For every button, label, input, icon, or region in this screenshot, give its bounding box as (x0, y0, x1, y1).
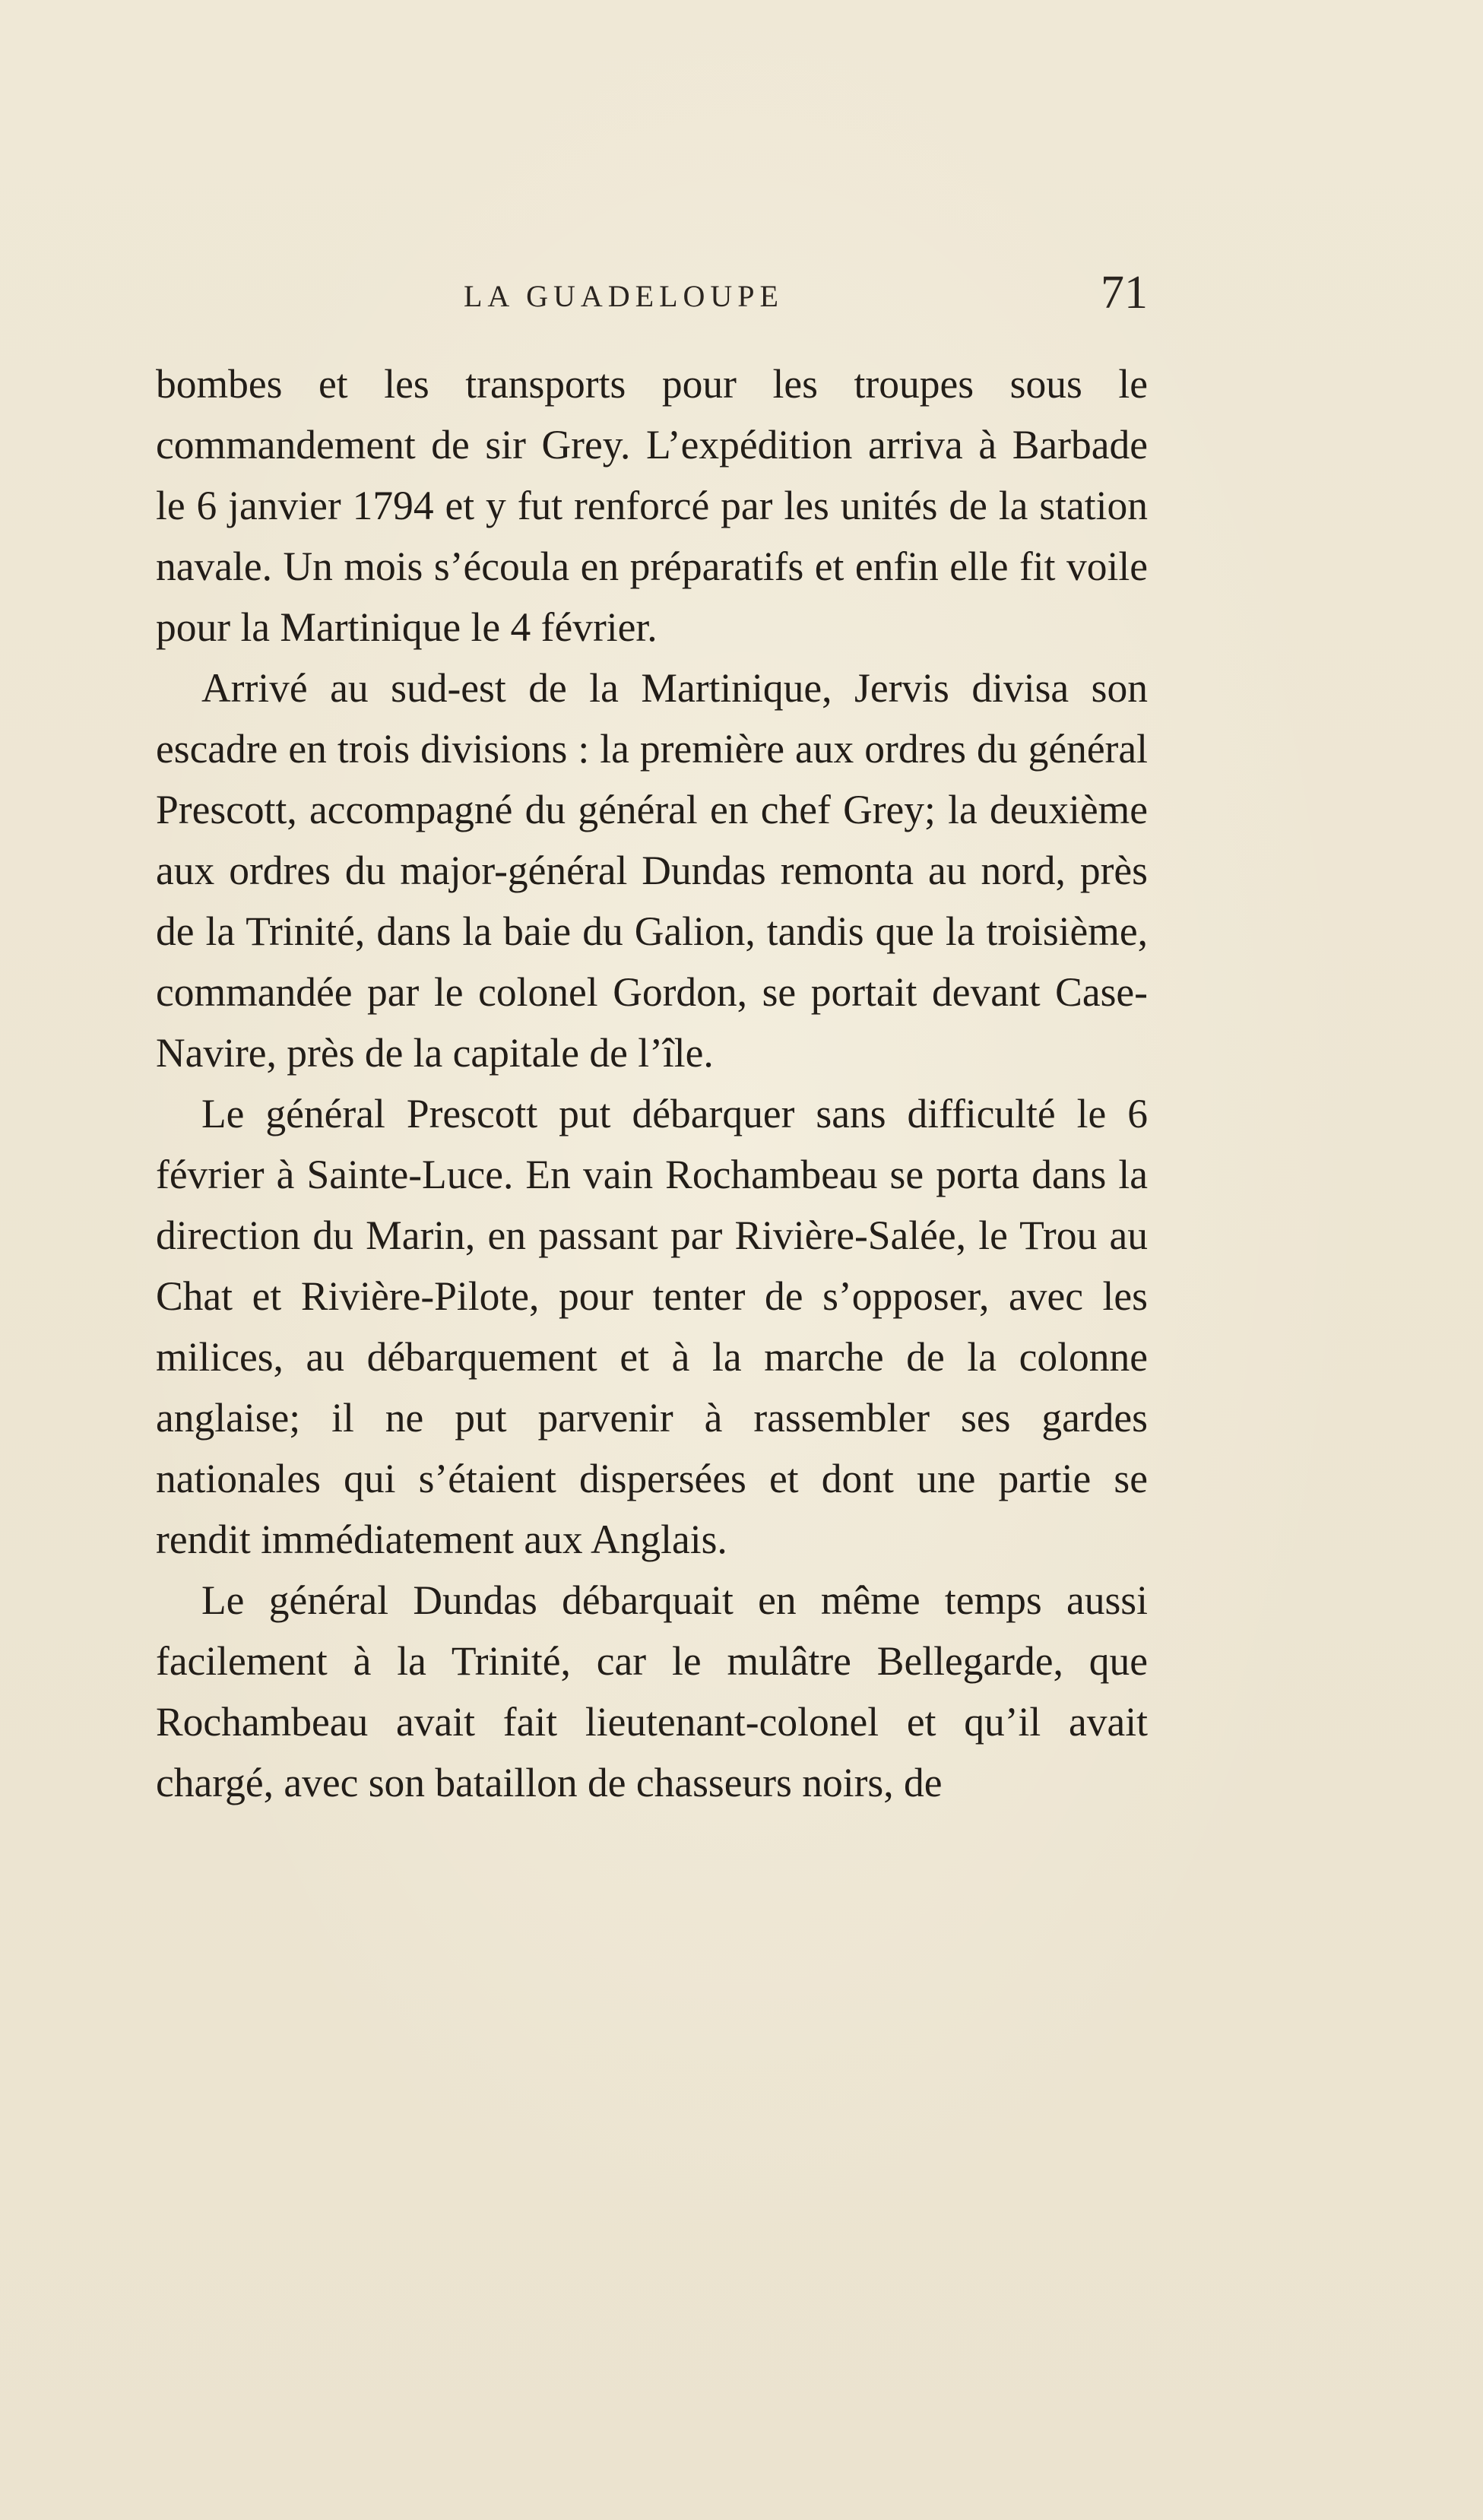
page-number: 71 (1101, 267, 1148, 319)
running-head (160, 266, 1148, 334)
paragraph: Le général Dundas débarquait en même temps aussi facilement à la Trinité, car le mulâtre Bellegarde, que Rochambeau avait fait lieutenant-colonel et qu’il avait chargé, avec son bataillon de chasseurs noirs, de (156, 1577, 1148, 1805)
paragraph: Arrivé au sud-est de la Martinique, Jervis divisa son escadre en trois divisions : la première aux ordres du général Prescott, accompagné du général en chef Grey; la deuxième aux ordres du major-général Dundas remonta au nord, près de la Trinité, dans la baie du Galion, tandis que la troisième, commandée par le colonel Gordon, se portait devant Case-Navire, près de la capitale de l’île. (156, 665, 1148, 1076)
body-text (156, 353, 1148, 1813)
paragraph-continuation: bombes et les transports pour les troupes sous le commandement de sir Grey. L’expédition arriva à Barbade le 6 janvier 1794 et y fut renforcé par les unités de la station navale. Un mois s’écoula en préparatifs et enfin elle fit voile pour la Martinique le 4 février. (156, 361, 1148, 650)
running-title: LA GUADELOUPE (464, 279, 784, 313)
paragraph: Le général Prescott put débarquer sans difficulté le 6 février à Sainte-Luce. En vain Rochambeau se porta dans la direction du Marin, en passant par Rivière-Salée, le Trou au Chat et Rivière-Pilote, pour tenter de s’opposer, avec les milices, au débarquement et à la marche de la colonne anglaise; il ne put parvenir à rassembler ses gardes nationales qui s’étaient dispersées et dont une partie se rendit immédiatement aux Anglais. (156, 1091, 1148, 1562)
